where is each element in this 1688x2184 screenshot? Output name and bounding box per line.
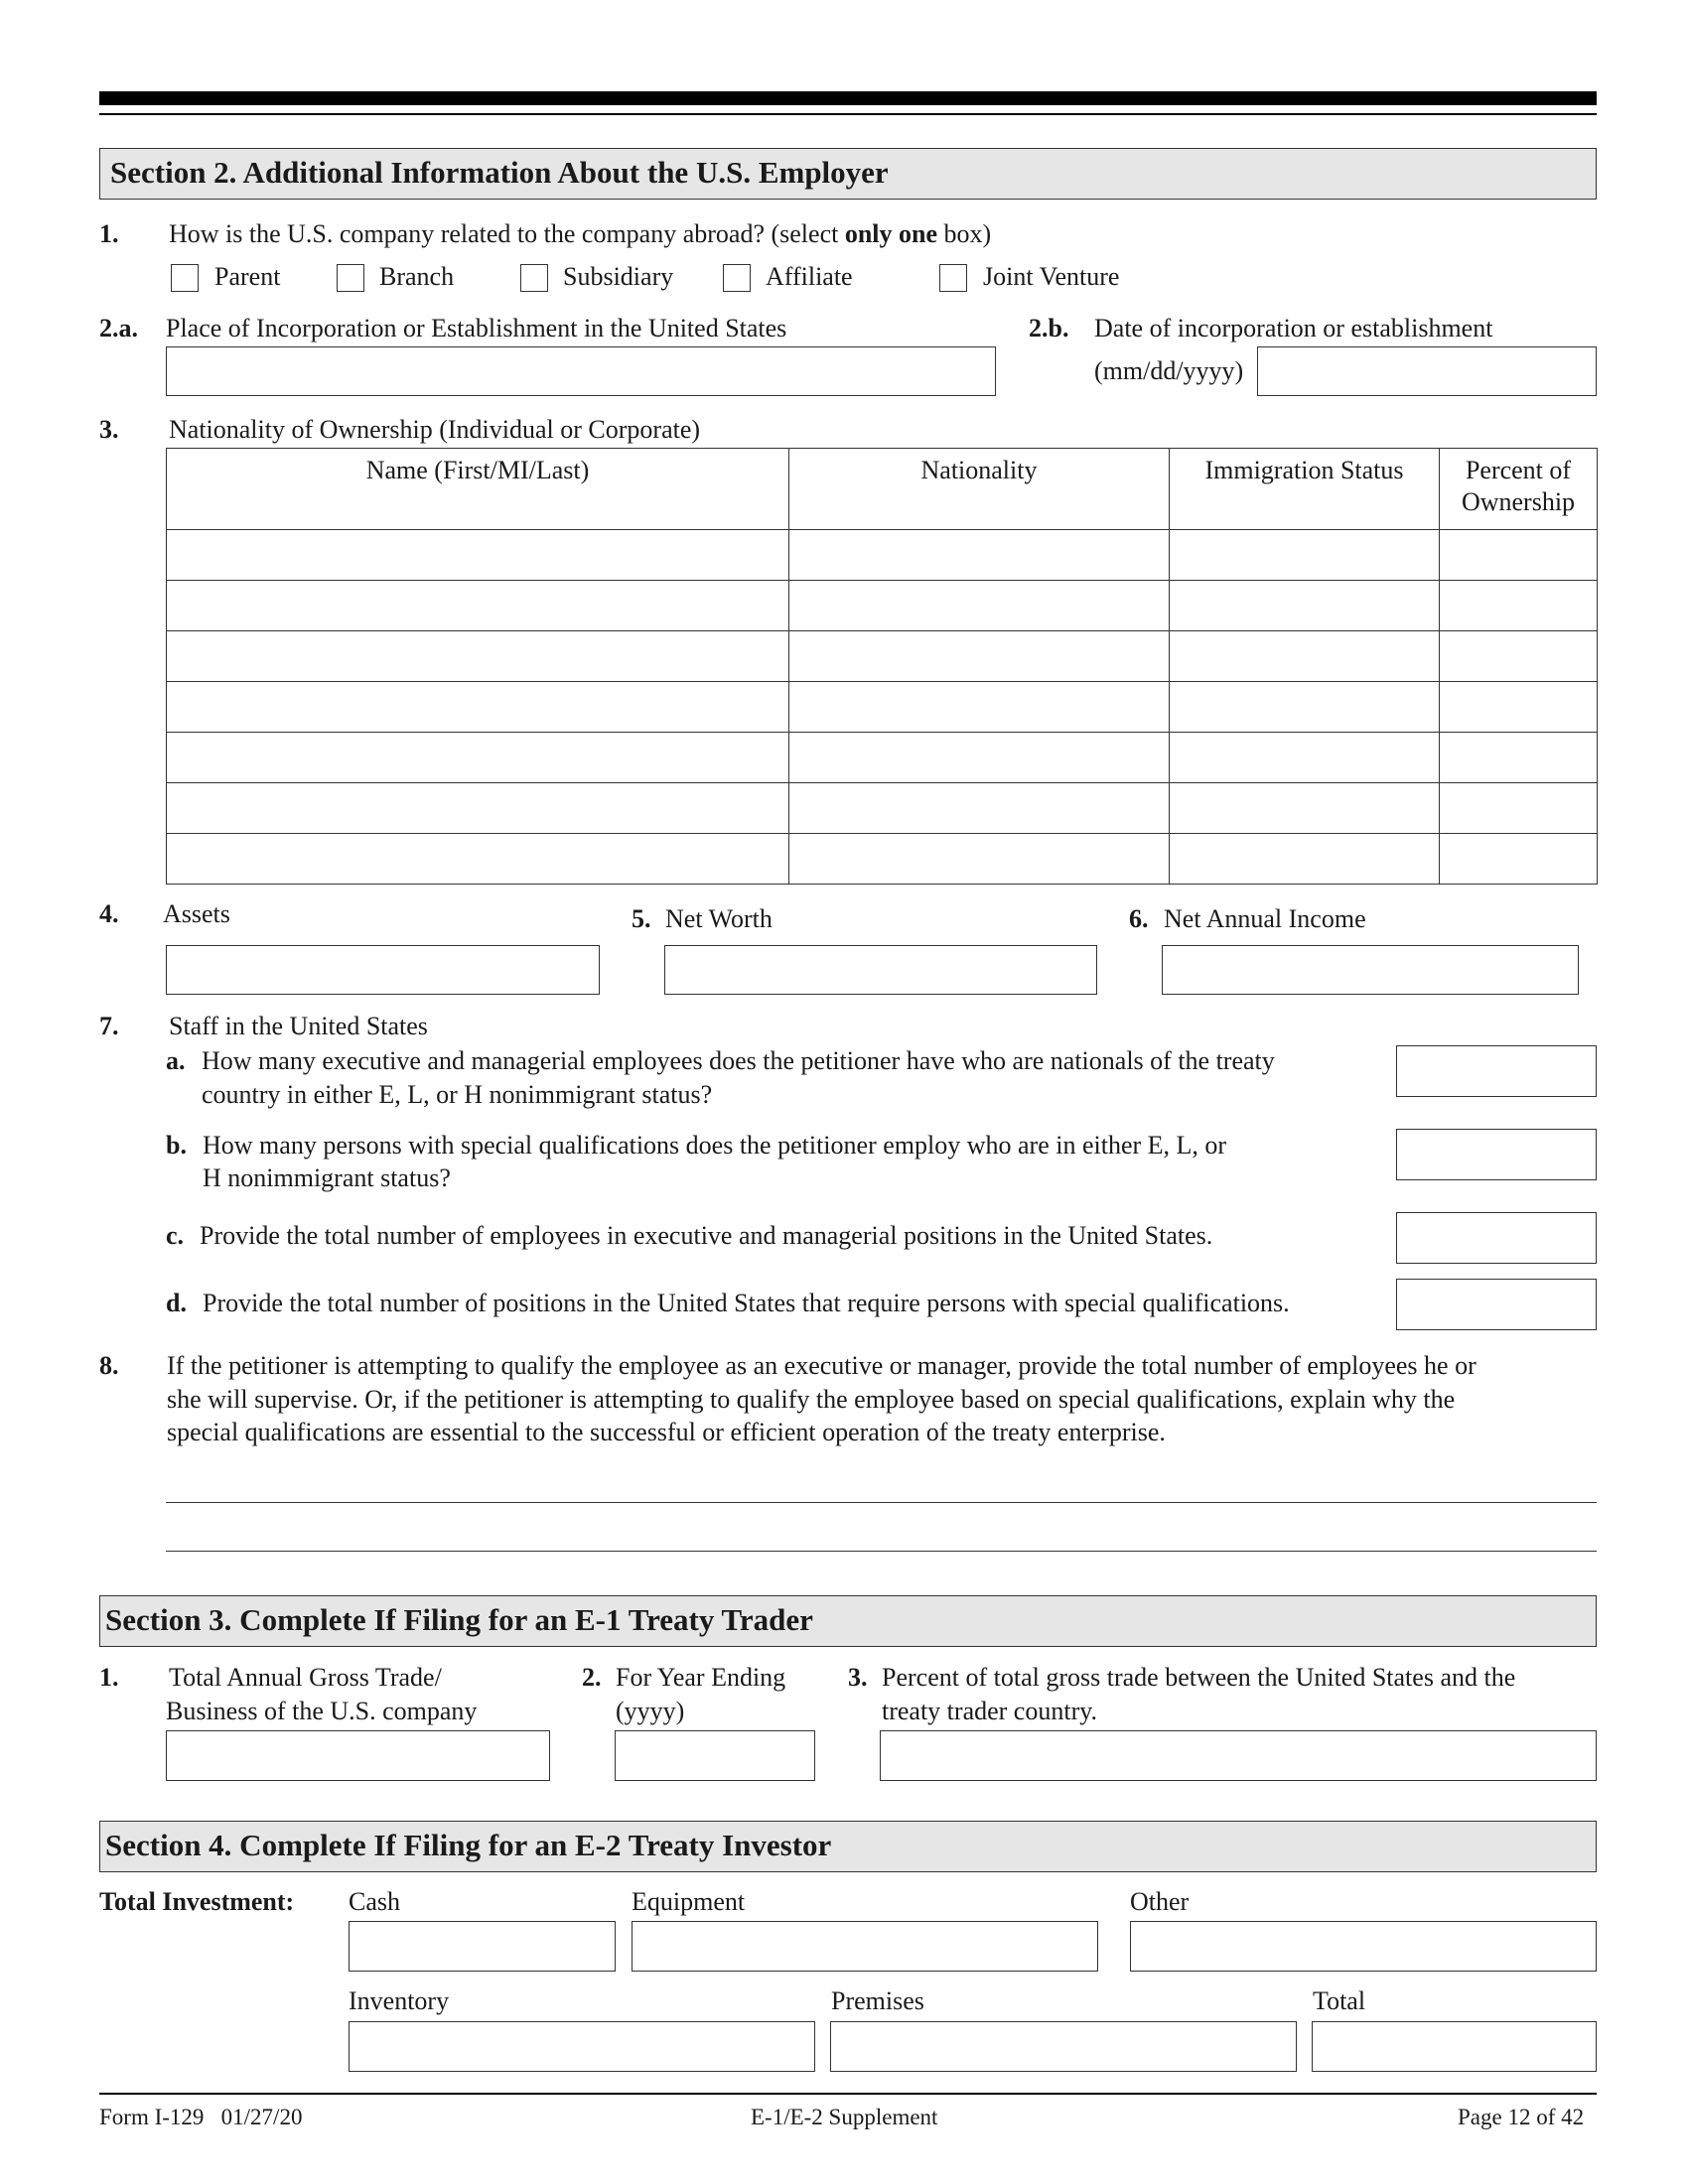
q7c-letter: c. — [166, 1221, 185, 1250]
s3-q2-line1: For Year Ending — [616, 1663, 786, 1692]
place-of-incorporation-field[interactable] — [166, 346, 996, 396]
date-of-incorporation-field[interactable] — [1257, 346, 1597, 396]
parent-label: Parent — [214, 262, 281, 291]
q8-answer-line-1[interactable] — [166, 1502, 1597, 1503]
column-header-nationality: Nationality — [789, 449, 1170, 530]
q8-answer-line-2[interactable] — [166, 1551, 1597, 1552]
owner-status-cell[interactable] — [1170, 783, 1440, 834]
total-investment-label: Total Investment: — [99, 1887, 295, 1916]
owner-percent-cell[interactable] — [1440, 834, 1598, 885]
q7b-line1: How many persons with special qualifications does the petitioner employ who are in either E, L, or — [203, 1131, 1227, 1160]
section-3-header: Section 3. Complete If Filing for an E-1 Treaty Trader — [99, 1595, 1597, 1647]
q5-label: Net Worth — [665, 904, 773, 933]
owner-status-cell[interactable] — [1170, 581, 1440, 631]
q7d-special-positions-field[interactable] — [1396, 1279, 1597, 1330]
table-row — [167, 733, 1598, 783]
affiliate-checkbox[interactable] — [723, 264, 751, 292]
q1-prompt-pre: How is the U.S. company related to the company abroad? (select — [169, 219, 845, 248]
ownership-table-header — [167, 449, 1598, 530]
table-row — [167, 682, 1598, 733]
q7a-executive-nationals-field[interactable] — [1396, 1045, 1597, 1097]
owner-status-cell[interactable] — [1170, 733, 1440, 783]
owner-nationality-cell[interactable] — [789, 733, 1170, 783]
q7a-line2: country in either E, L, or H nonimmigrant status? — [202, 1080, 713, 1109]
q2b-number: 2.b. — [1029, 314, 1069, 342]
subsidiary-checkbox[interactable] — [520, 264, 548, 292]
q8-number: 8. — [99, 1351, 119, 1380]
ownership-table — [166, 448, 1598, 885]
table-row — [167, 783, 1598, 834]
net-annual-income-field[interactable] — [1162, 945, 1579, 995]
premises-field[interactable] — [830, 2021, 1297, 2072]
top-thin-rule — [99, 113, 1597, 115]
owner-status-cell[interactable] — [1170, 530, 1440, 581]
q7c-executive-positions-field[interactable] — [1396, 1212, 1597, 1264]
q1-prompt — [169, 218, 991, 250]
table-row — [167, 631, 1598, 682]
section-4-header: Section 4. Complete If Filing for an E-2 Treaty Investor — [99, 1821, 1597, 1872]
q2b-date-format: (mm/dd/yyyy) — [1094, 356, 1244, 385]
q6-label: Net Annual Income — [1164, 904, 1366, 933]
owner-name-cell[interactable] — [167, 581, 789, 631]
q7b-line2: H nonimmigrant status? — [203, 1163, 451, 1192]
q1-prompt-post: box) — [937, 219, 992, 248]
joint-venture-label: Joint Venture — [983, 262, 1120, 291]
percent-gross-trade-field[interactable] — [880, 1730, 1597, 1781]
column-header-percent-ownership: Percent of Ownership — [1440, 449, 1598, 530]
owner-nationality-cell[interactable] — [789, 783, 1170, 834]
owner-nationality-cell[interactable] — [789, 581, 1170, 631]
q8-line3: special qualifications are essential to the successful or efficient operation of the treaty enterprise. — [167, 1418, 1166, 1446]
total-label: Total — [1313, 1986, 1366, 2015]
other-field[interactable] — [1130, 1921, 1597, 1972]
owner-name-cell[interactable] — [167, 733, 789, 783]
q2b-label: Date of incorporation or establishment — [1094, 314, 1493, 342]
inventory-field[interactable] — [349, 2021, 815, 2072]
owner-percent-cell[interactable] — [1440, 530, 1598, 581]
q3-number: 3. — [99, 415, 119, 444]
q1-number: 1. — [99, 219, 119, 248]
footer-rule — [99, 2093, 1597, 2095]
q6-number: 6. — [1129, 904, 1149, 933]
joint-venture-checkbox[interactable] — [939, 264, 967, 292]
q7-number: 7. — [99, 1012, 119, 1040]
table-row — [167, 834, 1598, 885]
owner-nationality-cell[interactable] — [789, 834, 1170, 885]
s3-q1-number: 1. — [99, 1663, 119, 1692]
subsidiary-label: Subsidiary — [563, 262, 674, 291]
premises-label: Premises — [831, 1986, 924, 2015]
section-2-header: Section 2. Additional Information About the U.S. Employer — [99, 148, 1597, 200]
owner-nationality-cell[interactable] — [789, 631, 1170, 682]
q7a-line1: How many executive and managerial employees does the petitioner have who are nationals of the treaty — [202, 1046, 1275, 1075]
q3-label: Nationality of Ownership (Individual or Corporate) — [169, 415, 701, 444]
footer-supplement-name: E-1/E-2 Supplement — [751, 2105, 938, 2129]
owner-name-cell[interactable] — [167, 631, 789, 682]
q2a-number: 2.a. — [99, 314, 138, 342]
owner-name-cell[interactable] — [167, 530, 789, 581]
s3-q1-line1: Total Annual Gross Trade/ — [169, 1663, 442, 1692]
s3-q1-line2: Business of the U.S. company — [166, 1697, 478, 1725]
owner-percent-cell[interactable] — [1440, 783, 1598, 834]
branch-checkbox[interactable] — [337, 264, 364, 292]
net-worth-field[interactable] — [664, 945, 1097, 995]
q7d-text: Provide the total number of positions in the United States that require persons with special qualifications. — [203, 1289, 1290, 1317]
assets-field[interactable] — [166, 945, 600, 995]
owner-name-cell[interactable] — [167, 834, 789, 885]
equipment-label: Equipment — [632, 1887, 746, 1916]
owner-name-cell[interactable] — [167, 783, 789, 834]
q5-number: 5. — [632, 904, 651, 933]
s3-q2-number: 2. — [582, 1663, 602, 1692]
owner-status-cell[interactable] — [1170, 682, 1440, 733]
q2a-label: Place of Incorporation or Establishment in the United States — [166, 314, 787, 342]
owner-percent-cell[interactable] — [1440, 733, 1598, 783]
s3-q3-line2: treaty trader country. — [882, 1697, 1098, 1725]
cash-field[interactable] — [349, 1921, 616, 1972]
s3-q3-line1: Percent of total gross trade between the United States and the — [882, 1663, 1516, 1692]
column-header-name: Name (First/MI/Last) — [167, 449, 789, 530]
s3-q2-line2: (yyyy) — [616, 1697, 685, 1725]
other-label: Other — [1130, 1887, 1190, 1916]
q7-label: Staff in the United States — [169, 1012, 428, 1040]
inventory-label: Inventory — [349, 1986, 450, 2015]
owner-status-cell[interactable] — [1170, 834, 1440, 885]
q1-prompt-emphasis: only one — [844, 219, 938, 248]
affiliate-label: Affiliate — [766, 262, 853, 291]
q8-line1: If the petitioner is attempting to qualify the employee as an executive or manager, provide the total number of employees he or — [167, 1351, 1477, 1380]
s3-q3-number: 3. — [848, 1663, 868, 1692]
parent-checkbox[interactable] — [171, 264, 199, 292]
total-field[interactable] — [1312, 2021, 1597, 2072]
year-ending-field[interactable] — [615, 1730, 815, 1781]
table-row — [167, 581, 1598, 631]
q7b-special-qualifications-field[interactable] — [1396, 1129, 1597, 1180]
top-thick-rule — [99, 91, 1597, 105]
equipment-field[interactable] — [632, 1921, 1098, 1972]
q7d-letter: d. — [166, 1289, 187, 1317]
q4-label: Assets — [163, 899, 230, 928]
owner-status-cell[interactable] — [1170, 631, 1440, 682]
branch-label: Branch — [379, 262, 455, 291]
owner-percent-cell[interactable] — [1440, 682, 1598, 733]
q8-line2: she will supervise. Or, if the petitioner is attempting to qualify the employee based on special qualifications, explain why the — [167, 1385, 1456, 1414]
owner-percent-cell[interactable] — [1440, 631, 1598, 682]
owner-nationality-cell[interactable] — [789, 530, 1170, 581]
q7a-letter: a. — [166, 1046, 186, 1075]
footer-page-number: Page 12 of 42 — [1458, 2105, 1585, 2129]
q7c-text: Provide the total number of employees in executive and managerial positions in the United States. — [200, 1221, 1213, 1250]
column-header-immigration-status: Immigration Status — [1170, 449, 1440, 530]
q7b-letter: b. — [166, 1131, 187, 1160]
cash-label: Cash — [349, 1887, 400, 1916]
total-annual-gross-trade-field[interactable] — [166, 1730, 550, 1781]
q4-number: 4. — [99, 899, 119, 928]
footer-form-number: Form I-129 01/27/20 — [99, 2105, 303, 2129]
table-row — [167, 530, 1598, 581]
owner-name-cell[interactable] — [167, 682, 789, 733]
owner-nationality-cell[interactable] — [789, 682, 1170, 733]
owner-percent-cell[interactable] — [1440, 581, 1598, 631]
